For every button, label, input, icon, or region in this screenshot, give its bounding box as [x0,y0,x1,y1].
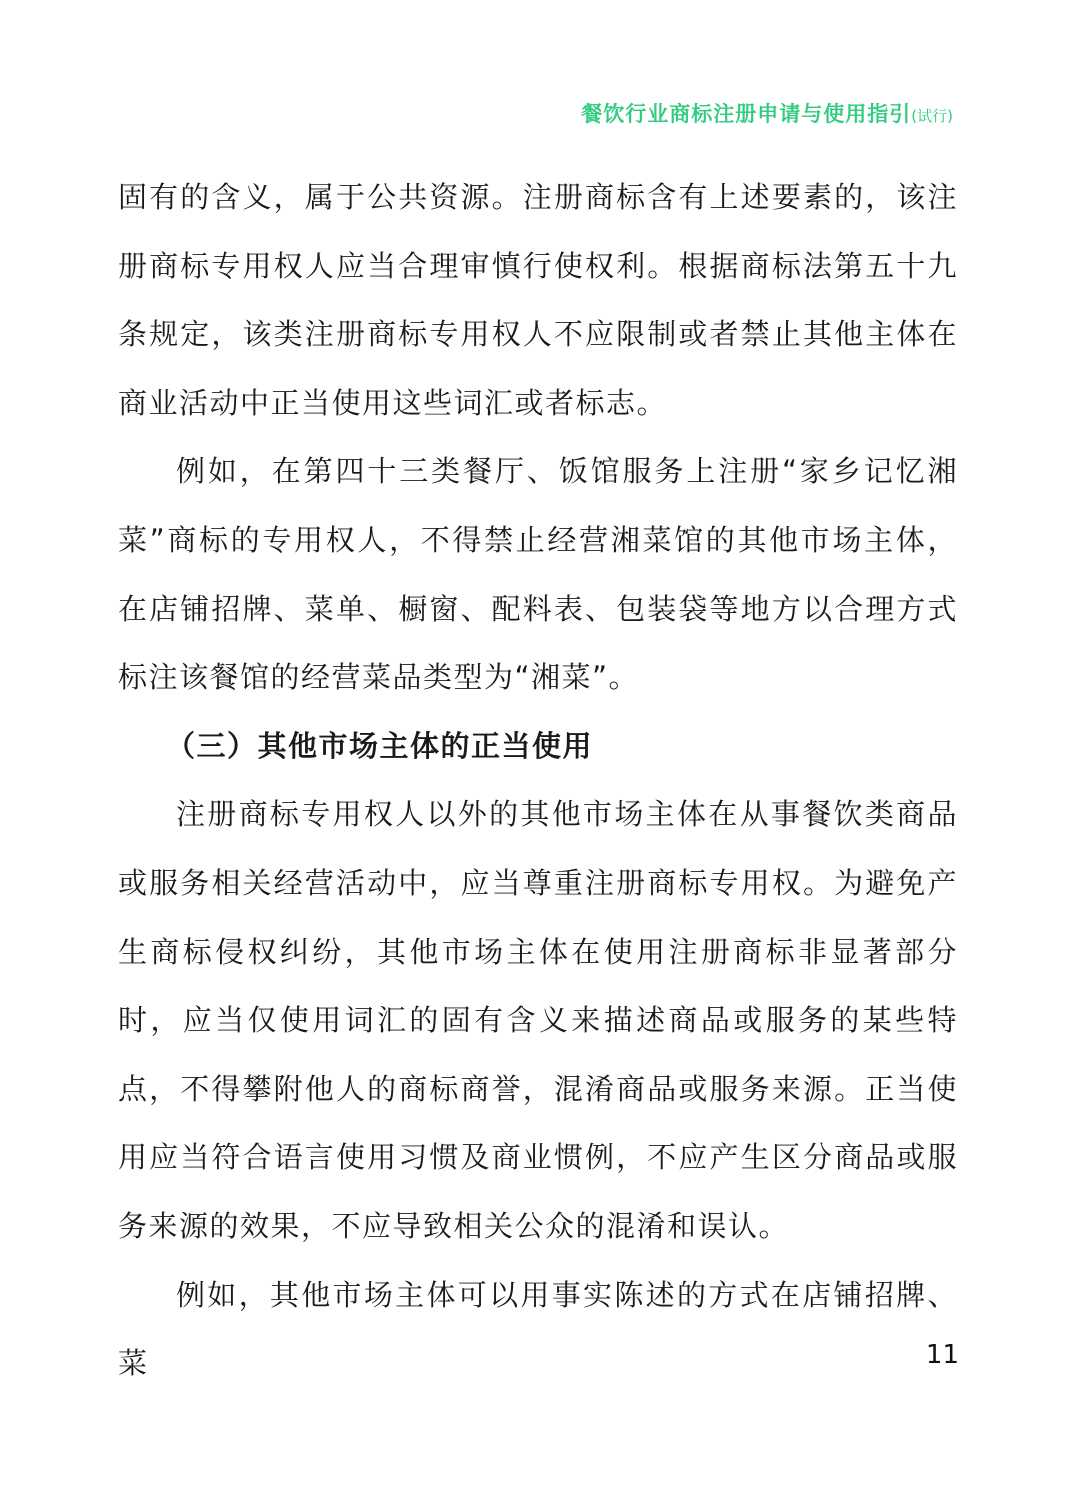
paragraph-example-1: 例如，在第四十三类餐厅、饭馆服务上注册“家乡记忆湘菜”商标的专用权人，不得禁止经营湘菜馆的其他市场主体，在店铺招牌、菜单、橱窗、配料表、包装袋等地方以合理方式标注该餐馆的经营菜品类型为“湘菜”。 [118,454,958,695]
running-header-suffix: (试行) [911,107,953,125]
paragraph-continued: 固有的含义，属于公共资源。注册商标含有上述要素的，该注册商标专用权人应当合理审慎行使权利。根据商标法第五十九条规定，该类注册商标专用权人不应限制或者禁止其他主体在商业活动中正当使用这些词汇或者标志。 [118,180,958,420]
running-header [581,98,953,128]
page-number: 11 [925,1340,959,1370]
paragraph-example-2: 例如，其他市场主体可以用事实陈述的方式在店铺招牌、菜 [118,1277,958,1381]
paragraph-fair-use: 注册商标专用权人以外的其他市场主体在从事餐饮类商品或服务相关经营活动中，应当尊重注册商标专用权。为避免产生商标侵权纠纷，其他市场主体在使用注册商标非显著部分时，应当仅使用词汇的固有含义来描述商品或服务的某些特点，不得攀附他人的商标商誉，混淆商品或服务来源。正当使用应当符合语言使用习惯及商业惯例，不应产生区分商品或服务来源的效果，不应导致相关公众的混淆和误认。 [118,797,958,1243]
document-body [118,163,958,1398]
section-heading: （三）其他市场主体的正当使用 [166,728,594,763]
running-header-title: 餐饮行业商标注册申请与使用指引 [581,102,912,126]
